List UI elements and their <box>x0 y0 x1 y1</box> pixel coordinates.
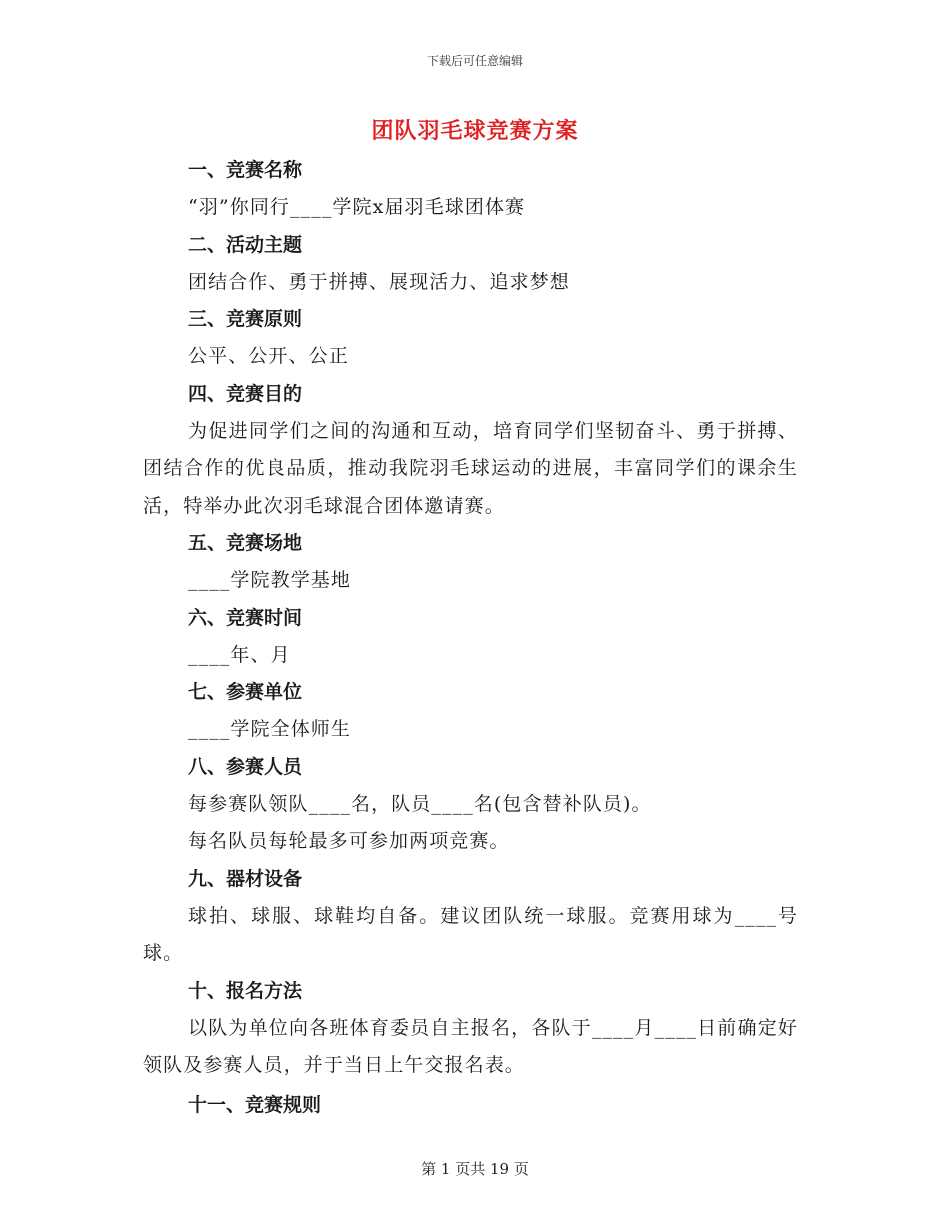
header-note: 下载后可任意编辑 <box>426 54 523 68</box>
section-paragraph: “羽”你同行____学院x届羽毛球团体赛 <box>188 196 526 218</box>
section-paragraph: 球拍、球服、球鞋均自备。建议团队统一球服。竞赛用球为____号球。 <box>143 904 798 964</box>
section-paragraph: ____学院全体师生 <box>188 718 352 740</box>
section-heading: 二、活动主题 <box>188 233 303 256</box>
section-heading: 六、竞赛时间 <box>188 606 303 629</box>
section-paragraph: ____学院教学基地 <box>188 569 352 591</box>
section-heading: 八、参赛人员 <box>188 755 303 778</box>
section-heading: 五、竞赛场地 <box>188 532 303 554</box>
section-heading: 三、竞赛原则 <box>188 308 303 330</box>
document-body <box>143 152 798 1124</box>
page-footer: 第 1 页共 19 页 <box>421 1160 529 1178</box>
section-heading: 十一、竞赛规则 <box>188 1093 322 1116</box>
section-paragraph: 为促进同学们之间的沟通和互动，培育同学们坚韧奋斗、勇于拼搏、团结合作的优良品质，推动我院羽毛球运动的进展，丰富同学们的课余生活，特举办此次羽毛球混合团体邀请赛。 <box>143 419 798 517</box>
section-heading: 十、报名方法 <box>188 979 303 1002</box>
section-paragraph: 团结合作、勇于拼搏、展现活力、追求梦想 <box>188 270 570 293</box>
section-paragraph: ____年、月 <box>188 643 291 666</box>
section-paragraph: 以队为单位向各班体育委员自主报名，各队于____月____日前确定好领队及参赛人员，并于当日上午交报名表。 <box>143 1016 798 1076</box>
section-heading: 一、竞赛名称 <box>188 159 303 181</box>
section-paragraph: 公平、公开、公正 <box>188 345 349 367</box>
section-heading: 四、竞赛目的 <box>188 382 303 405</box>
document-title: 团队羽毛球竞赛方案 <box>371 118 579 144</box>
section-heading: 七、参赛单位 <box>188 681 303 703</box>
section-heading: 九、器材设备 <box>188 867 303 890</box>
section-paragraph: 每名队员每轮最多可参加两项竞赛。 <box>188 830 510 852</box>
section-paragraph: 每参赛队领队____名，队员____名(包含替补队员)。 <box>188 792 652 815</box>
